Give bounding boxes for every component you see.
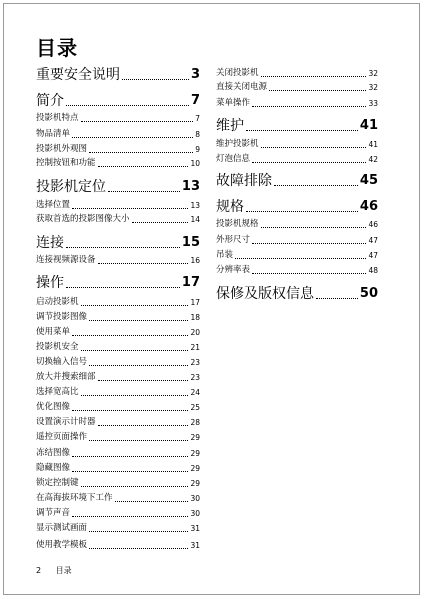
toc-section-entry[interactable] xyxy=(36,448,200,459)
page-number: 2 xyxy=(36,566,42,575)
toc-entry-title: 选择位置 xyxy=(36,200,71,210)
toc-section-entry[interactable] xyxy=(36,158,200,169)
dot-leader xyxy=(66,287,180,288)
toc-entry-title: 连接 xyxy=(36,235,64,251)
toc-section-entry[interactable] xyxy=(36,463,200,474)
toc-section-entry[interactable] xyxy=(36,432,200,443)
toc-entry-title: 投影机规格 xyxy=(216,219,259,229)
toc-entry-page: 29 xyxy=(190,433,200,442)
toc-section-entry[interactable] xyxy=(36,540,200,551)
toc-entry-page: 29 xyxy=(190,479,200,488)
toc-entry-title: 切换输入信号 xyxy=(36,357,88,367)
dot-leader xyxy=(89,531,188,532)
toc-entry-title: 设置演示计时器 xyxy=(36,417,96,427)
toc-entry-page: 14 xyxy=(190,215,200,224)
toc-entry-page: 25 xyxy=(190,403,200,412)
toc-section-entry[interactable] xyxy=(216,82,378,93)
dot-leader xyxy=(81,121,194,122)
toc-entry-page: 7 xyxy=(190,93,200,108)
toc-section-entry[interactable] xyxy=(216,139,378,150)
toc-entry-title: 故障排除 xyxy=(216,173,272,189)
toc-chapter-entry[interactable] xyxy=(216,117,378,135)
dot-leader xyxy=(81,350,189,351)
dot-leader xyxy=(89,548,188,549)
dot-leader xyxy=(316,298,358,299)
toc-entry-title: 关闭投影机 xyxy=(216,68,259,78)
toc-entry-title: 在高海拔环境下工作 xyxy=(36,493,113,503)
dot-leader xyxy=(72,335,188,336)
toc-entry-title: 菜单操作 xyxy=(216,98,251,108)
toc-entry-title: 控制按钮和功能 xyxy=(36,158,96,168)
dot-leader xyxy=(252,106,366,107)
toc-section-entry[interactable] xyxy=(216,219,378,230)
toc-entry-title: 调节投影图像 xyxy=(36,312,88,322)
toc-section-entry[interactable] xyxy=(36,508,200,519)
dot-leader xyxy=(72,516,188,517)
toc-entry-page: 30 xyxy=(190,494,200,503)
toc-section-entry[interactable] xyxy=(216,250,378,261)
toc-entry-title: 投影机特点 xyxy=(36,113,79,123)
toc-entry-title: 投影机外观图 xyxy=(36,144,88,154)
toc-section-entry[interactable] xyxy=(216,154,378,165)
toc-chapter-entry[interactable] xyxy=(36,178,200,196)
toc-section-entry[interactable] xyxy=(36,297,200,308)
toc-section-entry[interactable] xyxy=(36,255,200,266)
toc-entry-title: 物品清单 xyxy=(36,129,71,139)
toc-section-entry[interactable] xyxy=(36,312,200,323)
toc-section-entry[interactable] xyxy=(36,372,200,383)
dot-leader xyxy=(252,273,366,274)
toc-chapter-entry[interactable] xyxy=(216,172,378,190)
toc-chapter-entry[interactable] xyxy=(36,66,200,84)
toc-entry-page: 50 xyxy=(359,286,378,301)
toc-entry-page: 45 xyxy=(359,173,378,188)
toc-chapter-entry[interactable] xyxy=(216,198,378,216)
toc-entry-page: 46 xyxy=(368,220,378,229)
toc-entry-title: 启动投影机 xyxy=(36,297,79,307)
dot-leader xyxy=(72,208,188,209)
toc-chapter-entry[interactable] xyxy=(36,274,200,292)
page-footer xyxy=(36,566,72,576)
dot-leader xyxy=(72,137,193,138)
toc-section-entry[interactable] xyxy=(36,402,200,413)
dot-leader xyxy=(81,486,189,487)
toc-entry-title: 投影机安全 xyxy=(36,342,79,352)
dot-leader xyxy=(89,440,188,441)
toc-entry-page: 32 xyxy=(368,69,378,78)
toc-entry-title: 保修及版权信息 xyxy=(216,286,314,302)
toc-entry-page: 9 xyxy=(195,145,200,154)
toc-entry-page: 23 xyxy=(190,373,200,382)
toc-entry-page: 29 xyxy=(190,464,200,473)
toc-entry-title: 锁定控制键 xyxy=(36,478,79,488)
toc-entry-page: 20 xyxy=(190,328,200,337)
toc-entry-title: 使用菜单 xyxy=(36,327,71,337)
toc-entry-page: 21 xyxy=(190,343,200,352)
toc-section-entry[interactable] xyxy=(36,417,200,428)
toc-entry-title: 冻结图像 xyxy=(36,448,71,458)
toc-entry-page: 41 xyxy=(359,118,378,133)
toc-entry-page: 47 xyxy=(368,236,378,245)
toc-entry-title: 获取首选的投影图像大小 xyxy=(36,214,130,224)
toc-entry-page: 18 xyxy=(190,313,200,322)
toc-entry-page: 32 xyxy=(368,83,378,92)
toc-entry-page: 13 xyxy=(190,201,200,210)
toc-entry-title: 规格 xyxy=(216,199,244,215)
toc-entry-page: 28 xyxy=(190,418,200,427)
toc-entry-title: 重要安全说明 xyxy=(36,67,120,83)
toc-section-entry[interactable] xyxy=(36,342,200,353)
toc-entry-title: 外形尺寸 xyxy=(216,235,251,245)
toc-entry-title: 操作 xyxy=(36,275,64,291)
toc-entry-page: 17 xyxy=(181,275,200,290)
toc-entry-page: 16 xyxy=(190,256,200,265)
toc-entry-page: 17 xyxy=(190,298,200,307)
dot-leader xyxy=(66,105,189,106)
toc-entry-page: 48 xyxy=(368,266,378,275)
toc-entry-page: 46 xyxy=(359,199,378,214)
dot-leader xyxy=(81,305,189,306)
dot-leader xyxy=(108,191,180,192)
toc-section-entry[interactable] xyxy=(36,129,200,140)
toc-section-entry[interactable] xyxy=(216,235,378,246)
toc-section-entry[interactable] xyxy=(36,523,200,534)
dot-leader xyxy=(66,247,180,248)
toc-entry-page: 42 xyxy=(368,155,378,164)
toc-entry-page: 41 xyxy=(368,140,378,149)
toc-entry-title: 隐藏图像 xyxy=(36,463,71,473)
toc-section-entry[interactable] xyxy=(36,357,200,368)
toc-section-entry[interactable] xyxy=(216,265,378,276)
toc-entry-title: 显示测试画面 xyxy=(36,523,88,533)
dot-leader xyxy=(122,79,189,80)
dot-leader xyxy=(252,243,366,244)
toc-entry-title: 使用教学模板 xyxy=(36,540,88,550)
toc-section-entry[interactable] xyxy=(36,478,200,489)
toc-entry-page: 23 xyxy=(190,358,200,367)
toc-entry-title: 维护 xyxy=(216,118,244,134)
toc-entry-title: 灯泡信息 xyxy=(216,154,251,164)
toc-entry-page: 13 xyxy=(181,179,200,194)
dot-leader xyxy=(89,365,188,366)
dot-leader xyxy=(261,227,367,228)
dot-leader xyxy=(98,425,189,426)
toc-section-entry[interactable] xyxy=(36,493,200,504)
dot-leader xyxy=(98,263,189,264)
toc-entry-page: 24 xyxy=(190,388,200,397)
page-title: 目录 xyxy=(36,36,78,60)
dot-leader xyxy=(261,147,367,148)
toc-entry-title: 选择宽高比 xyxy=(36,387,79,397)
toc-entry-page: 33 xyxy=(368,99,378,108)
dot-leader xyxy=(89,152,193,153)
toc-entry-title: 吊装 xyxy=(216,250,234,260)
toc-section-entry[interactable] xyxy=(36,387,200,398)
dot-leader xyxy=(132,222,189,223)
dot-leader xyxy=(246,130,358,131)
toc-entry-page: 47 xyxy=(368,251,378,260)
dot-leader xyxy=(269,90,366,91)
dot-leader xyxy=(274,185,358,186)
dot-leader xyxy=(252,162,366,163)
toc-entry-page: 10 xyxy=(190,159,200,168)
toc-entry-page: 15 xyxy=(181,235,200,250)
dot-leader xyxy=(98,166,189,167)
toc-entry-title: 投影机定位 xyxy=(36,179,106,195)
toc-section-entry[interactable] xyxy=(216,98,378,109)
toc-section-entry[interactable] xyxy=(36,200,200,211)
toc-entry-title: 简介 xyxy=(36,93,64,109)
toc-entry-title: 连接视频源设备 xyxy=(36,255,96,265)
dot-leader xyxy=(98,380,189,381)
toc-section-entry[interactable] xyxy=(216,68,378,79)
toc-section-entry[interactable] xyxy=(36,113,200,124)
dot-leader xyxy=(72,471,188,472)
toc-section-entry[interactable] xyxy=(36,214,200,225)
dot-leader xyxy=(81,395,189,396)
toc-section-entry[interactable] xyxy=(36,144,200,155)
toc-section-entry[interactable] xyxy=(36,327,200,338)
toc-entry-page: 7 xyxy=(195,114,200,123)
dot-leader xyxy=(261,76,367,77)
toc-entry-title: 放大并搜索细部 xyxy=(36,372,96,382)
toc-entry-page: 31 xyxy=(190,524,200,533)
toc-entry-title: 优化图像 xyxy=(36,402,71,412)
footer-label: 目录 xyxy=(55,566,72,575)
toc-entry-title: 调节声音 xyxy=(36,508,71,518)
toc-entry-page: 30 xyxy=(190,509,200,518)
dot-leader xyxy=(89,320,188,321)
dot-leader xyxy=(246,211,358,212)
toc-chapter-entry[interactable] xyxy=(36,92,200,110)
dot-leader xyxy=(115,501,189,502)
toc-entry-title: 维护投影机 xyxy=(216,139,259,149)
toc-chapter-entry[interactable] xyxy=(36,234,200,252)
toc-entry-page: 3 xyxy=(190,67,200,82)
dot-leader xyxy=(72,410,188,411)
toc-entry-page: 8 xyxy=(195,130,200,139)
toc-entry-title: 直接关闭电源 xyxy=(216,82,268,92)
toc-entry-page: 29 xyxy=(190,449,200,458)
toc-chapter-entry[interactable] xyxy=(216,285,378,303)
toc-entry-page: 31 xyxy=(190,541,200,550)
dot-leader xyxy=(72,456,188,457)
toc-entry-title: 遥控页面操作 xyxy=(36,432,88,442)
dot-leader xyxy=(235,258,366,259)
toc-entry-title: 分辨率表 xyxy=(216,265,251,275)
